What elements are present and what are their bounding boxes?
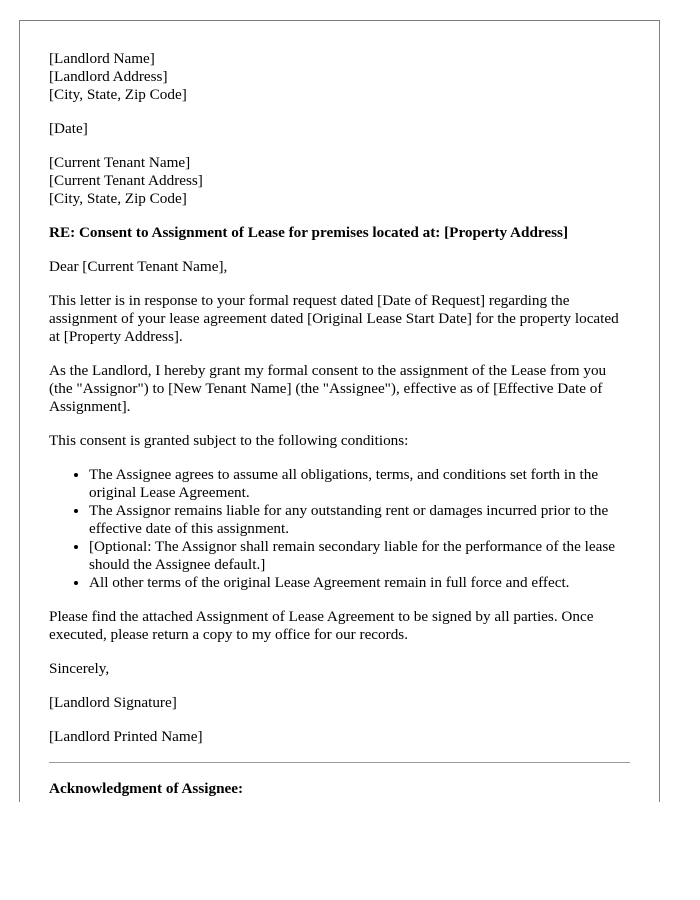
paragraph-request: This letter is in response to your formal request dated [Date of Request] regarding the assignment of your lease agreement dated [Original Lease Start Date] for the property located at [Property Address]. <box>49 292 619 345</box>
tenant-address: [Current Tenant Address] <box>49 172 203 189</box>
landlord-printed-name: [Landlord Printed Name] <box>49 728 203 745</box>
letter-page <box>19 20 660 802</box>
landlord-signature: [Landlord Signature] <box>49 694 177 711</box>
section-divider <box>49 762 630 763</box>
list-item: • The Assignor remains liable for any outstanding rent or damages incurred prior to the effective date of this assignment. <box>89 502 630 538</box>
letter-date: [Date] <box>49 120 88 137</box>
tenant-address-block <box>49 154 630 208</box>
list-item: • The Assignee agrees to assume all obligations, terms, and conditions set forth in the original Lease Agreement. <box>89 466 630 502</box>
paragraph-closing: Please find the attached Assignment of Lease Agreement to be signed by all parties. Once executed, please return a copy to my office for our records. <box>49 608 594 643</box>
landlord-name: [Landlord Name] <box>49 50 155 67</box>
landlord-city: [City, State, Zip Code] <box>49 86 187 103</box>
tenant-city: [City, State, Zip Code] <box>49 190 187 207</box>
paragraph-conditions-intro: This consent is granted subject to the following conditions: <box>49 432 409 449</box>
sign-off: Sincerely, <box>49 660 110 677</box>
tenant-name: [Current Tenant Name] <box>49 154 191 171</box>
landlord-address: [Landlord Address] <box>49 68 168 85</box>
list-item: • [Optional: The Assignor shall remain secondary liable for the performance of the lease should the Assignee default.] <box>89 538 630 574</box>
landlord-address-block <box>49 50 630 104</box>
conditions-list <box>49 466 630 592</box>
salutation: Dear [Current Tenant Name], <box>49 258 228 275</box>
list-item: • All other terms of the original Lease Agreement remain in full force and effect. <box>89 574 630 592</box>
acknowledgment-heading: Acknowledgment of Assignee: <box>49 780 244 797</box>
subject-line: RE: Consent to Assignment of Lease for premises located at: [Property Address] <box>49 224 568 241</box>
paragraph-consent: As the Landlord, I hereby grant my formal consent to the assignment of the Lease from you (the "Assignor") to [New Tenant Name] (the "Assignee"), effective as of [Effective Date of Assignment]. <box>49 362 607 415</box>
